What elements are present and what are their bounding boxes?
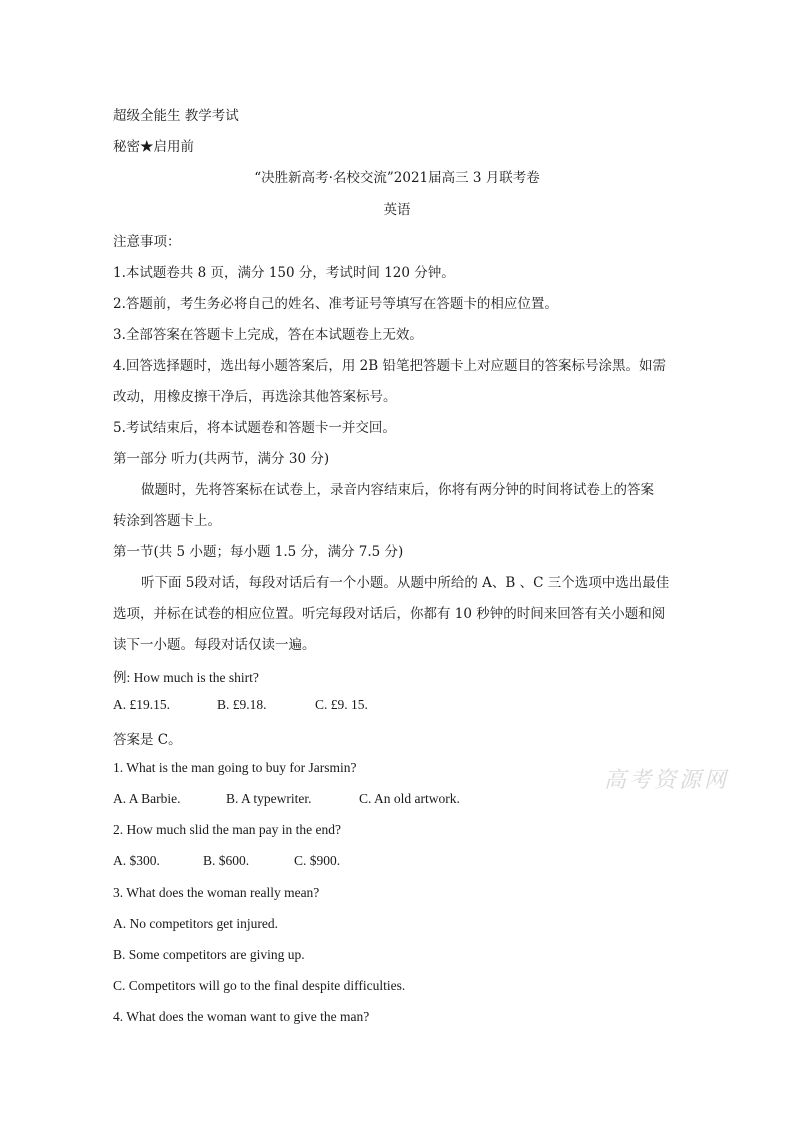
notes-heading: 注意事项： <box>113 234 181 250</box>
example-question: 例: How much is the shirt? <box>113 670 259 685</box>
example-option: A. £19.15. <box>113 697 170 712</box>
note-item: 3.全部答案在答题卡上完成，答在本试题卷上无效。 <box>113 327 423 343</box>
note-item: 5.考试结束后，将本试题卷和答题卡一并交回。 <box>113 420 396 436</box>
question-text: 3. What does the woman really mean? <box>113 885 320 900</box>
question-text: 2. How much slid the man pay in the end? <box>113 822 341 837</box>
answer-option: C. An old artwork. <box>359 791 460 806</box>
part1-heading: 第一部分 听力(共两节，满分 30 分) <box>113 451 330 467</box>
note-item: 2.答题前，考生务必将自己的姓名、准考证号等填写在答题卡的相应位置。 <box>113 296 558 312</box>
note-item: 4.回答选择题时，选出每小题答案后，用 2B 铅笔把答题卡上对应题目的答案标号涂黑。如需 <box>113 358 666 374</box>
example-answer: 答案是 C。 <box>113 732 182 748</box>
question-options <box>113 853 340 869</box>
section1-instruction: 选项，并标在试卷的相应位置。听完每段对话后，你都有 10 秒钟的时间来回答有关小题和阅 <box>113 606 666 622</box>
answer-option: A. $300. <box>113 853 160 868</box>
note-item: 改动，用橡皮擦干净后，再选涂其他答案标号。 <box>113 389 397 405</box>
question-text: 4. What does the woman want to give the man? <box>113 1009 370 1024</box>
answer-option: B. A typewriter. <box>226 791 312 806</box>
note-item: 1.本试题卷共 8 页，满分 150 分，考试时间 120 分钟。 <box>113 265 455 281</box>
secret-label: 秘密★启用前 <box>113 139 194 155</box>
subject-title: 英语 <box>383 202 411 218</box>
example-option: C. £9. 15. <box>315 697 368 712</box>
part1-instruction: 做题时，先将答案标在试卷上，录音内容结束后，你将有两分钟的时间将试卷上的答案 <box>141 482 654 498</box>
answer-option: B. Some competitors are giving up. <box>113 947 305 962</box>
question-options <box>113 791 460 807</box>
part1-instruction: 转涂到答题卡上。 <box>113 513 221 529</box>
section1-instruction: 读下一小题。每段对话仅读一遍。 <box>113 637 316 653</box>
answer-option: B. $600. <box>203 853 250 868</box>
answer-option: A. A Barbie. <box>113 791 181 806</box>
answer-option: A. No competitors get injured. <box>113 916 278 931</box>
answer-option: C. $900. <box>294 853 341 868</box>
exam-title: “决胜新高考·名校交流”2021届高三 3 月联考卷 <box>254 170 540 186</box>
section1-instruction: 听下面 5段对话，每段对话后有一个小题。从题中所给的 A、B 、C 三个选项中选出最佳 <box>141 575 670 591</box>
example-options <box>113 697 368 713</box>
brand-header: 超级全能生 教学考试 <box>113 108 239 124</box>
question-text: 1. What is the man going to buy for Jarsmin? <box>113 760 357 775</box>
watermark: 高考资源网 <box>604 768 730 793</box>
section1-heading: 第一节(共 5 小题；每小题 1.5 分，满分 7.5 分) <box>113 544 404 560</box>
answer-option: C. Competitors will go to the final despite difficulties. <box>113 978 406 993</box>
example-option: B. £9.18. <box>217 697 267 712</box>
